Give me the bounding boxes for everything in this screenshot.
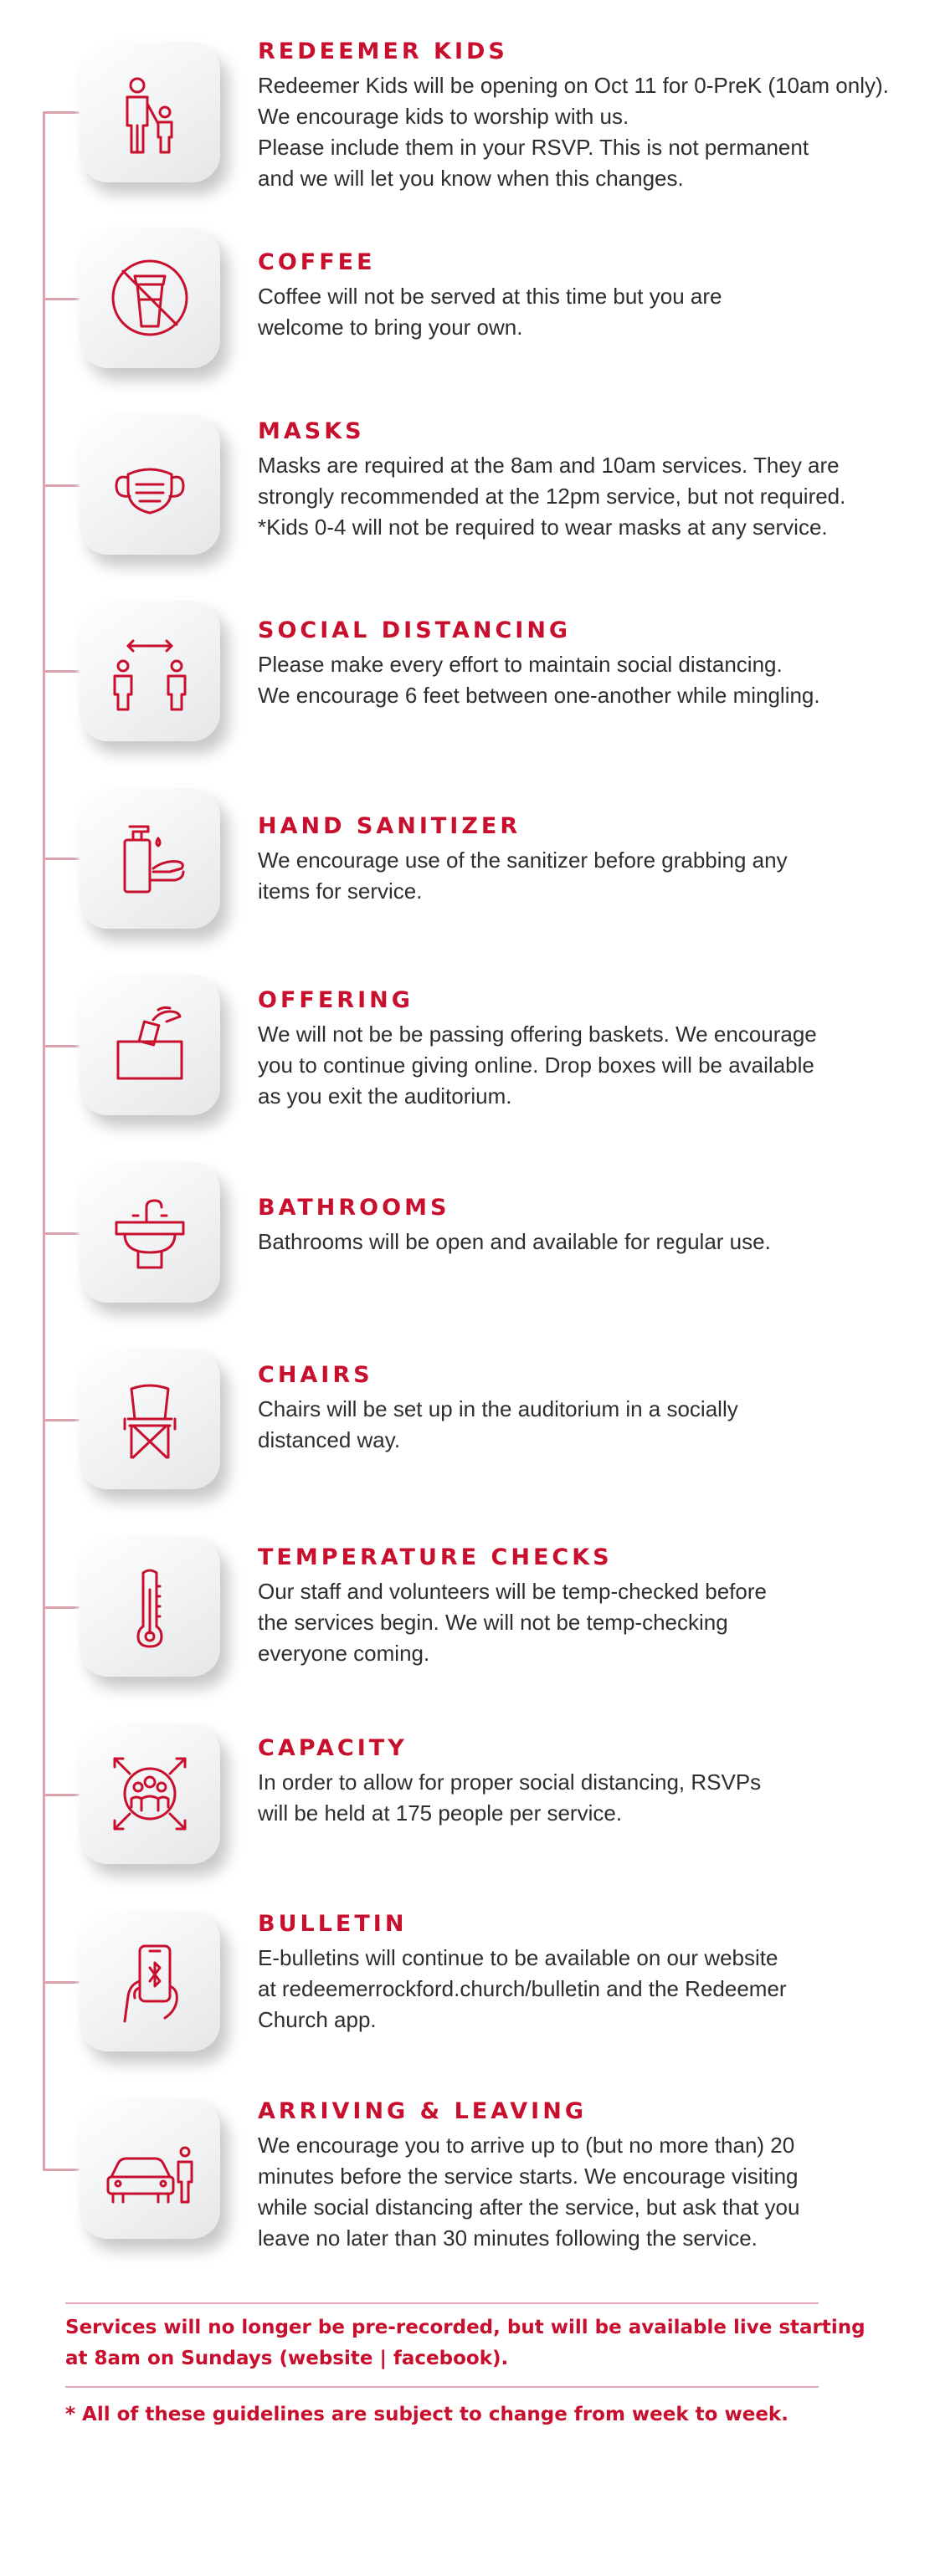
donation-box-icon — [100, 995, 200, 1095]
icon-tile — [80, 601, 220, 741]
chair-icon — [100, 1369, 200, 1469]
icon-tile — [80, 1723, 220, 1864]
divider — [65, 2386, 819, 2388]
timeline-tick — [43, 1981, 80, 1984]
timeline-tick — [43, 298, 80, 300]
timeline-tick — [43, 858, 80, 860]
timeline-tick — [43, 1606, 80, 1609]
timeline-tick — [43, 1419, 80, 1421]
face-mask-icon — [100, 434, 200, 535]
timeline-tick — [43, 670, 80, 673]
icon-tile — [80, 788, 220, 929]
social-distance-icon — [100, 621, 200, 721]
divider — [65, 2302, 819, 2304]
section-body: We will not be be passing offering baskets. We encourage you to continue giving online. Drop boxes will be available as you exit the auditorium. — [258, 1022, 817, 1109]
section-body: Chairs will be set up in the auditorium in a socially distanced way. — [258, 1396, 738, 1452]
section-title: OFFERING — [258, 987, 413, 1013]
icon-tile — [80, 1911, 220, 2051]
crowd-capacity-icon — [100, 1744, 200, 1844]
section-body: E-bulletins will continue to be available on our website at redeemerrockford.church/bulletin and the Redeemer Church app. — [258, 1945, 787, 2032]
section-body: Redeemer Kids will be opening on Oct 11 for 0-PreK (10am only). We encourage kids to worship with us. Please include them in your RSVP. This is not permanent and we will let you know when this changes. — [258, 73, 889, 191]
no-coffee-icon — [100, 248, 200, 348]
section-body: Our staff and volunteers will be temp-checked before the services begin. We will not be temp-checking everyone coming. — [258, 1579, 767, 1666]
section-title: SOCIAL DISTANCING — [258, 617, 572, 643]
section-title: CHAIRS — [258, 1362, 373, 1388]
section-body: Masks are required at the 8am and 10am services. They are strongly recommended at the 12pm service, but not required. *Kids 0-4 will not be required to wear masks at any service. — [258, 453, 846, 540]
sink-icon — [100, 1182, 200, 1283]
icon-tile — [80, 42, 220, 182]
disclaimer-note: * All of these guidelines are subject to change from week to week. — [65, 2404, 788, 2425]
timeline-line — [43, 111, 45, 2169]
section-title: TEMPERATURE CHECKS — [258, 1544, 613, 1570]
section-title: COFFEE — [258, 249, 376, 275]
section-title: REDEEMER KIDS — [258, 38, 508, 64]
timeline-tick — [43, 1232, 80, 1235]
phone-in-hand-icon — [100, 1931, 200, 2031]
section-body: In order to allow for proper social distancing, RSVPs will be held at 175 people per service. — [258, 1769, 762, 1826]
section-body: We encourage use of the sanitizer before grabbing any items for service. — [258, 848, 788, 904]
section-body: Please make every effort to maintain social distancing. We encourage 6 feet between one-another while mingling. — [258, 652, 820, 708]
section-body: Bathrooms will be open and available for regular use. — [258, 1229, 771, 1254]
timeline-tick — [43, 2169, 80, 2171]
timeline-tick — [43, 1045, 80, 1047]
timeline-tick — [43, 484, 80, 487]
icon-tile — [80, 975, 220, 1115]
icon-tile — [80, 2098, 220, 2239]
parent-child-icon — [100, 62, 200, 162]
section-title: HAND SANITIZER — [258, 813, 521, 839]
icon-tile — [80, 1349, 220, 1489]
hand-sanitizer-icon — [100, 808, 200, 909]
section-title: MASKS — [258, 418, 365, 444]
section-body: We encourage you to arrive up to (but no more than) 20 minutes before the service starts. We encourage visiting while social distancing after the service, but ask that you leave no later than 30 minutes following the service. — [258, 2133, 800, 2251]
section-body: Coffee will not be served at this time but you are welcome to bring your own. — [258, 284, 722, 340]
services-note: Services will no longer be pre-recorded, but will be available live starting at 8am on Sundays (website | facebook). — [65, 2317, 866, 2369]
section-title: BATHROOMS — [258, 1195, 450, 1221]
icon-tile — [80, 228, 220, 368]
timeline-tick — [43, 111, 80, 114]
timeline-tick — [43, 1794, 80, 1796]
icon-tile — [80, 1162, 220, 1303]
section-title: BULLETIN — [258, 1911, 408, 1937]
icon-tile — [80, 414, 220, 555]
icon-tile — [80, 1536, 220, 1677]
thermometer-icon — [100, 1556, 200, 1657]
car-arrival-icon — [100, 2118, 200, 2219]
section-title: ARRIVING & LEAVING — [258, 2098, 587, 2124]
section-title: CAPACITY — [258, 1735, 408, 1761]
